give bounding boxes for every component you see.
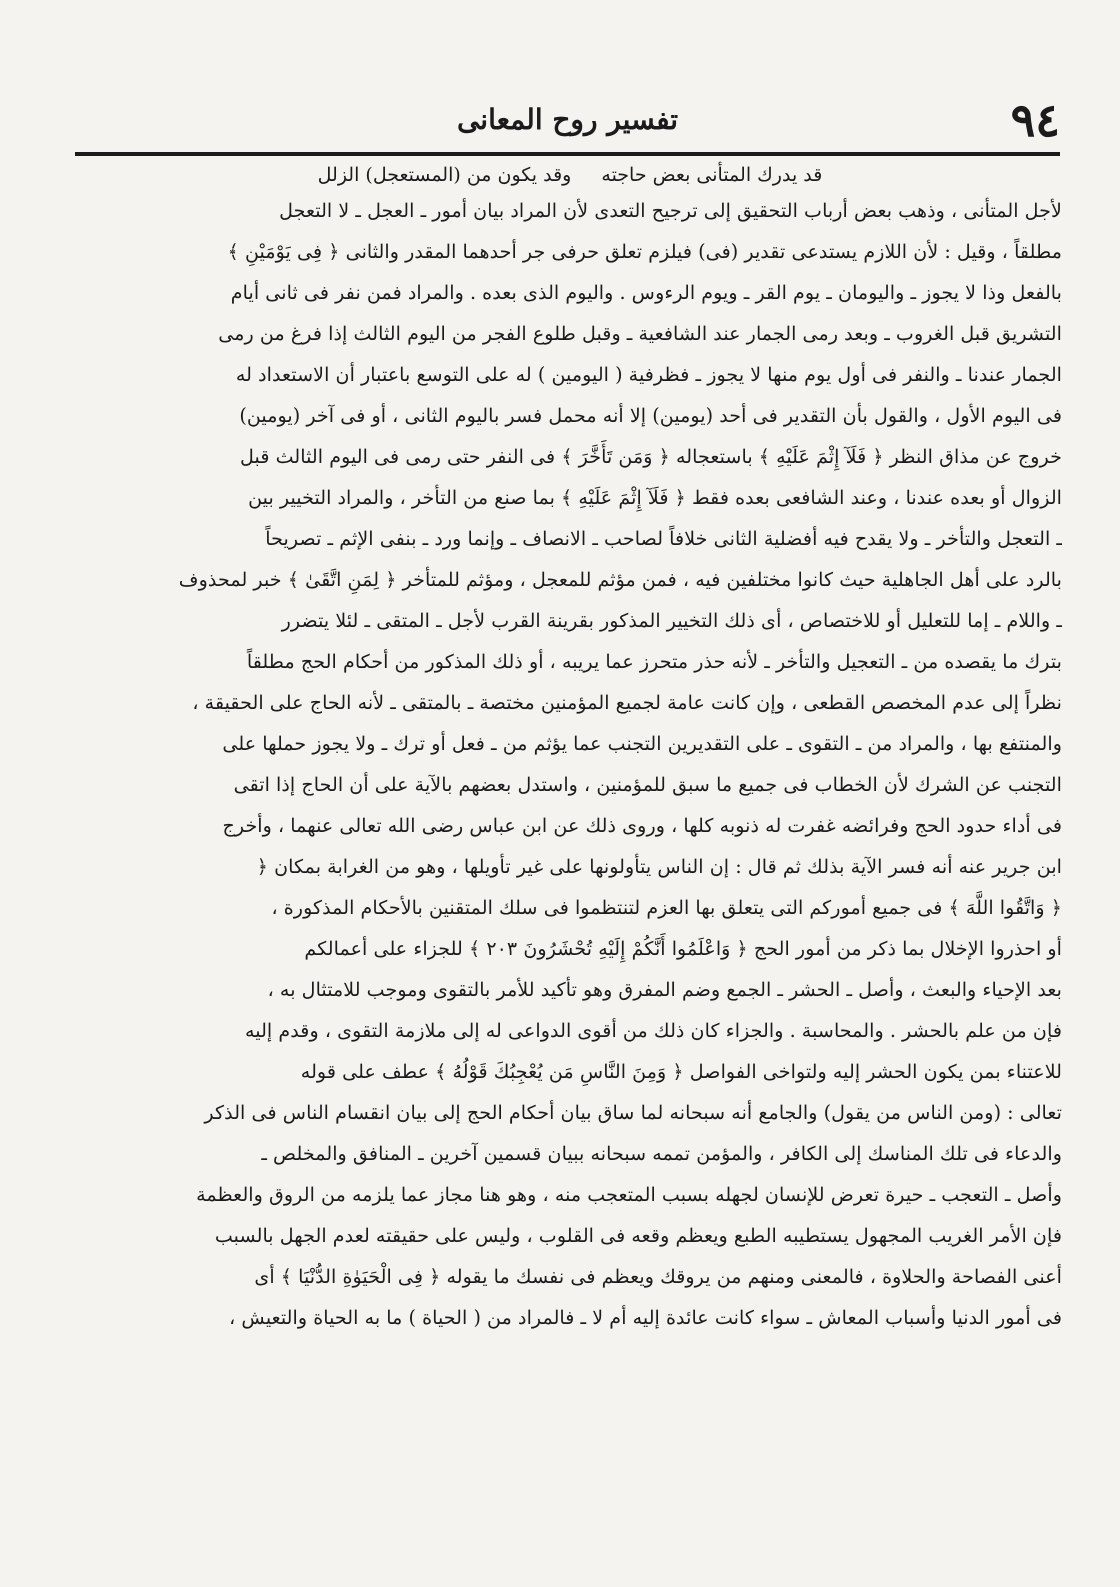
text-line: أعنى الفصاحة والحلاوة ، فالمعنى ومنهم من يروقك ويعظم فى نفسك ما يقوله ﴿ فِى الْحَيَوٰةِ الدُّنْيَا ﴾ أى — [254, 1265, 1062, 1288]
poetry-verse — [200, 160, 940, 190]
text-line: التشريق قبل الغروب ـ وبعد رمى الجمار عند الشافعية ـ وقبل طلوع الفجر من اليوم الثالث إذا فرغ من رمى — [218, 322, 1062, 345]
verse-hemistich-2: وقد يكون من (المستعجل) الزلل — [317, 164, 572, 186]
page-header — [75, 88, 1060, 152]
text-line: أو احذروا الإخلال بما ذكر من أمور الحج ﴿ وَاعْلَمُوا أَنَّكُمْ إِلَيْهِ تُحْشَرُونَ ٢٠٣ ﴾ للجزاء على أعمالكم — [304, 937, 1062, 960]
text-line: خروج عن مذاق النظر ﴿ فَلَآ إِثْمَ عَلَيْهِ ﴾ باستعجاله ﴿ وَمَن تَأَخَّرَ ﴾ فى النفر حتى رمى فى اليوم الثالث قبل — [240, 445, 1062, 468]
header-rule — [75, 152, 1060, 156]
text-line: بعد الإحياء والبعث ، وأصل ـ الحشر ـ الجمع وضم المفرق وهو تأكيد للأمر بالتقوى وموجب للامتثال به ، — [267, 978, 1062, 1001]
page-number: ٩٤ — [1010, 93, 1060, 147]
text-line: ﴿ وَاتَّقُوا اللَّهَ ﴾ فى جميع أموركم التى يتعلق بها العزم لتنتظموا فى سلك المتقنين بالأحكام المذكورة ، — [271, 896, 1062, 919]
text-line: ـ واللام ـ إما للتعليل أو للاختصاص ، أى ذلك التخيير المذكور بقرينة القرب لأجل ـ المتقى ـ لئلا يتضرر — [281, 609, 1062, 632]
text-line: الجمار عندنا ـ والنفر فى أول يوم منها لا يجوز ـ فظرفية ( اليومين ) له على التوسع باعتبار أن الاستعداد له — [235, 363, 1062, 386]
text-line: فإن الأمر الغريب المجهول يستطيبه الطبع ويعظم وقعه فى القلوب ، وليس على حقيقته لعدم الجهل بالسبب — [214, 1224, 1062, 1247]
running-title: تفسير روح المعانى — [456, 103, 679, 136]
text-line: لأجل المتأنى ، وذهب بعض أرباب التحقيق إلى ترجيح التعدى لأن المراد بيان أمور ـ العجل ـ لا التعجل — [279, 199, 1062, 222]
text-line: التجنب عن الشرك لأن الخطاب فى جميع ما سبق للمؤمنين ، واستدل بعضهم بالآية على أن الحاج إذا اتقى — [233, 773, 1062, 796]
text-line: والدعاء فى تلك المناسك إلى الكافر ، والمؤمن تممه سبحانه ببيان قسمين آخرين ـ المنافق والمخلص ـ — [261, 1142, 1062, 1165]
body-text — [62, 190, 1062, 1338]
text-line: ابن جرير عنه أنه فسر الآية بذلك ثم قال : إن الناس يتأولونها على غير تأويلها ، وهو من الغرابة بمكان ﴿ — [256, 855, 1062, 878]
text-line: بالرد على أهل الجاهلية حيث كانوا مختلفين فيه ، فمن مؤثم للمعجل ، ومؤثم للمتأخر ﴿ لِمَنِ اتَّقَىٰ ﴾ خبر لمحذوف — [178, 568, 1062, 591]
text-line: فى أداء حدود الحج وفرائضه غفرت له ذنوبه كلها ، وروى ذلك عن ابن عباس رضى الله تعالى عنهما ، وأخرج — [222, 814, 1062, 837]
text-line: فى أمور الدنيا وأسباب المعاش ـ سواء كانت عائدة إليه أم لا ـ فالمراد من ( الحياة ) ما به الحياة والتعيش ، — [229, 1306, 1062, 1329]
verse-hemistich-1: قد يدرك المتأنى بعض حاجته — [601, 164, 823, 186]
text-line: والمنتفع بها ، والمراد من ـ التقوى ـ على التقديرين التجنب عما يؤثم من ـ فعل أو ترك ـ ولا يجوز حملها على — [222, 732, 1062, 755]
text-line: مطلقاً ، وقيل : لأن اللازم يستدعى تقدير (فى) فيلزم تعلق حرفى جر أحدهما المقدر والثانى ﴿ فِى يَوْمَيْنِ ﴾ — [227, 240, 1062, 263]
text-line: وأصل ـ التعجب ـ حيرة تعرض للإنسان لجهله بسبب المتعجب منه ، وهو هنا مجاز عما يلزمه من الروق والعظمة — [196, 1183, 1062, 1206]
text-line: نظراً إلى عدم المخصص القطعى ، وإن كانت عامة لجميع المؤمنين مختصة ـ بالمتقى ـ لأنه الحاج على الحقيقة ، — [192, 691, 1062, 714]
text-line: فى اليوم الأول ، والقول بأن التقدير فى أحد (يومين) إلا أنه محمل فسر باليوم الثانى ، أو فى آخر (يومين) — [239, 404, 1062, 427]
text-line: ـ التعجل والتأخر ـ ولا يقدح فيه أفضلية الثانى خلافاً لصاحب ـ الانصاف ـ وإنما ورد ـ بنفى الإثم ـ تصريحاً — [265, 527, 1062, 550]
text-line: فإن من علم بالحشر . والمحاسبة . والجزاء كان ذلك من أقوى الدواعى له إلى ملازمة التقوى ، وقدم إليه — [245, 1019, 1062, 1042]
text-line: تعالى : (ومن الناس من يقول) والجامع أنه سبحانه لما ساق بيان أحكام الحج إلى بيان انقسام الناس فى الذكر — [204, 1101, 1062, 1124]
text-line: الزوال أو بعده عندنا ، وعند الشافعى بعده فقط ﴿ فَلَآ إِثْمَ عَلَيْهِ ﴾ بما صنع من التأخر ، والمراد التخيير بين — [248, 486, 1062, 509]
text-line: للاعتناء بمن يكون الحشر إليه ولتواخى الفواصل ﴿ وَمِنَ النَّاسِ مَن يُعْجِبُكَ قَوْلُهُ ﴾ عطف على قوله — [300, 1060, 1062, 1083]
text-line: بترك ما يقصده من ـ التعجيل والتأخر ـ لأنه حذر متحرز عما يريبه ، أو ذلك المذكور من أحكام الحج مطلقاً — [246, 650, 1062, 673]
text-line: بالفعل وذا لا يجوز ـ واليومان ـ يوم القر ـ ويوم الرءوس . واليوم الذى بعده . والمراد فمن نفر فى ثانى أيام — [230, 281, 1062, 304]
